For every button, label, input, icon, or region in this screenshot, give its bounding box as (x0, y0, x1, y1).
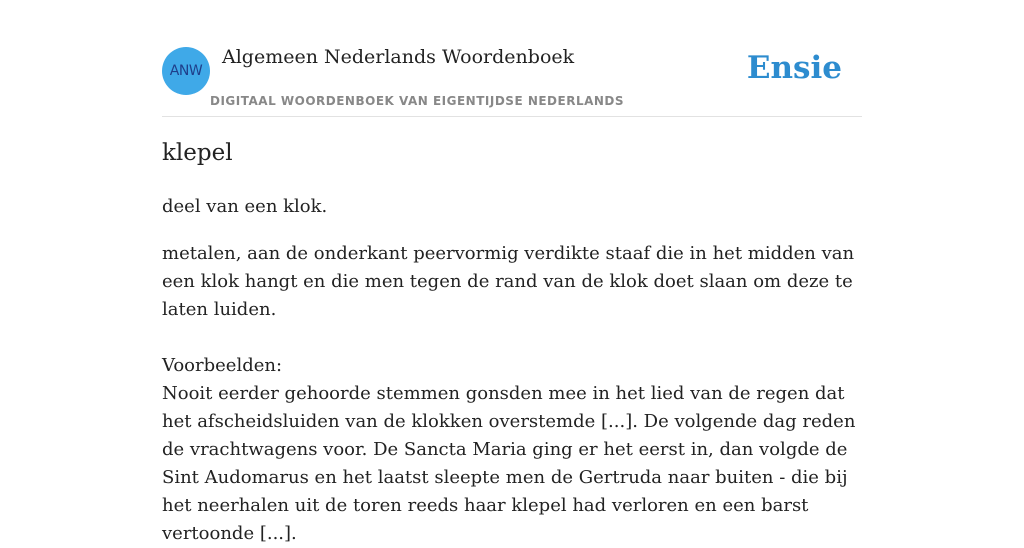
example-text: Nooit eerder gehoorde stemmen gonsden mee in het lied van de regen dat het afscheidsluiden van de klokken overstemde [...]. De volgende dag reden de vrachtwagens voor. De Sancta Maria ging er het eerst in, dan volgde de Sint Audomarus en het laatst sleepte men de Gertruda naar buiten - die bij het neerhalen uit de toren reeds haar klepel had verloren en een barst vertoonde [...]. (162, 383, 856, 544)
anw-logo[interactable] (162, 47, 210, 95)
definition: metalen, aan de onderkant peervormig verdikte staaf die in het midden van een klok hangt en die men tegen de rand van de klok doet slaan om deze te laten luiden. (162, 243, 855, 320)
ensie-brand-link[interactable]: Ensie (746, 50, 842, 86)
site-subtitle: DIGITAAL WOORDENBOEK VAN EIGENTIJDSE NEDERLANDS (210, 94, 625, 108)
headword: klepel (162, 140, 233, 166)
page-container (162, 0, 862, 544)
logo-text: ANW (169, 63, 203, 79)
examples-label: Voorbeelden: (162, 355, 283, 376)
site-title[interactable]: Algemeen Nederlands Woordenboek (222, 46, 575, 68)
site-header (162, 0, 862, 117)
short-definition: deel van een klok. (162, 196, 328, 217)
